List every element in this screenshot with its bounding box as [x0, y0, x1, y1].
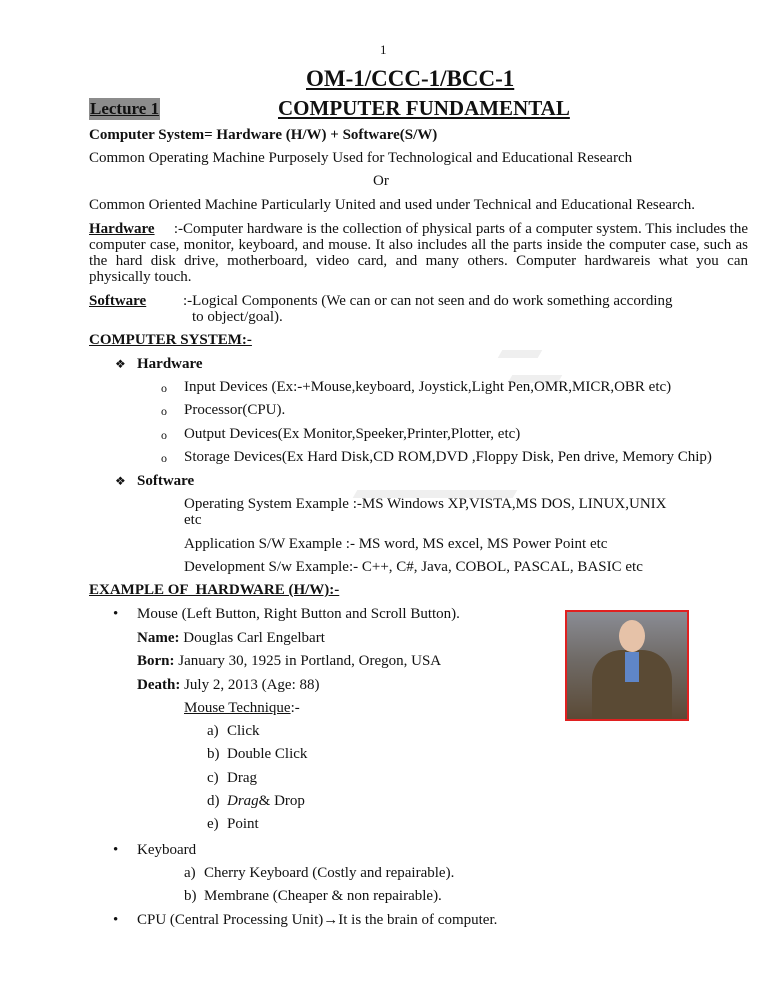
software-item: Application S/W Example :- MS word, MS excel, MS Power Point etc [184, 536, 608, 552]
list-marker: a) [184, 865, 196, 881]
keyboard-type-text: Cherry Keyboard (Costly and repairable). [204, 865, 455, 881]
dot-bullet-icon: • [113, 912, 119, 928]
keyboard-type [184, 864, 454, 882]
hardware-item: Input Devices (Ex:-+Mouse,keyboard, Joystick,Light Pen,OMR,MICR,OBR etc) [184, 379, 672, 395]
examples-heading: EXAMPLE OF HARDWARE (H/W):- [89, 582, 340, 598]
software-text-1: :-Logical Components (We can or can not seen and do work something according [183, 293, 673, 309]
keyboard-type-text: Membrane (Cheaper & non repairable). [204, 888, 442, 904]
name-label: Name: [137, 630, 180, 646]
technique-text: Point [227, 816, 259, 832]
watermark [498, 350, 543, 358]
keyboard-item: Keyboard [137, 842, 197, 858]
technique-item [207, 769, 257, 787]
cpu-item: CPU (Central Processing Unit)→It is the brain of computer. [137, 912, 498, 928]
circle-bullet-icon: o [161, 381, 167, 395]
death-line [137, 676, 319, 694]
hardware-label: Hardware [137, 356, 203, 372]
software-item: etc [184, 512, 202, 528]
engelbart-photo [565, 610, 689, 721]
technique-text: Drag [227, 770, 257, 786]
software-item: Development S/w Example:- C++, C#, Java, COBOL, PASCAL, BASIC etc [184, 559, 643, 575]
circle-bullet-icon: o [161, 404, 167, 418]
technique-text: Drag [227, 793, 259, 809]
lecture-label: Lecture 1 [90, 99, 160, 118]
technique-item [207, 745, 307, 763]
acronym-1: Common Operating Machine Purposely Used for Technological and Educational Research [89, 150, 633, 166]
name-value: Douglas Carl Engelbart [183, 630, 325, 646]
subtitle: COMPUTER FUNDAMENTAL [278, 96, 570, 120]
acronym-2: Common Oriented Machine Particularly United and used under Technical and Educational Research. [89, 197, 695, 213]
circle-bullet-icon: o [161, 428, 167, 442]
death-value: July 2, 2013 (Age: 88) [184, 677, 320, 693]
hardware-term: Hardware [89, 221, 155, 237]
diamond-bullet-icon: ❖ [115, 474, 126, 488]
hardware-item: Processor(CPU). [184, 402, 286, 418]
born-value: January 30, 1925 in Portland, Oregon, USA [178, 653, 442, 669]
keyboard-type [184, 887, 442, 905]
circle-bullet-icon: o [161, 451, 167, 465]
dot-bullet-icon: • [113, 842, 119, 858]
technique-item [207, 792, 305, 810]
equation: Computer System= Hardware (H/W) + Software(S/W) [89, 127, 438, 143]
list-marker: a) [207, 723, 219, 739]
technique-heading [184, 699, 300, 717]
technique-text: Double Click [227, 746, 308, 762]
hardware-text: :-Computer hardware is the collection of physical parts of a computer system. This includes the computer case, monitor, keyboard, and mouse. It also includes all the parts inside the computer case, such as the hard disk drive, motherboard, video card, and many others. Computer hardwareis what you can physically touch. [89, 221, 749, 285]
diamond-bullet-icon: ❖ [115, 357, 126, 371]
software-item: Operating System Example :-MS Windows XP,VISTA,MS DOS, LINUX,UNIX [184, 496, 667, 512]
or-text: Or [373, 173, 389, 189]
born-label: Born: [137, 653, 175, 669]
death-label: Death: [137, 677, 181, 693]
hardware-item: Storage Devices(Ex Hard Disk,CD ROM,DVD ,Floppy Disk, Pen drive, Memory Chip) [184, 449, 712, 465]
technique-text: & Drop [258, 793, 305, 809]
list-marker: b) [184, 888, 197, 904]
name-line [137, 629, 325, 647]
born-line [137, 652, 441, 670]
hardware-item: Output Devices(Ex Monitor,Speeker,Printer,Plotter, etc) [184, 426, 521, 442]
software-term: Software [89, 293, 147, 309]
list-marker: c) [207, 770, 219, 786]
mouse-item: Mouse (Left Button, Right Button and Scroll Button). [137, 606, 460, 622]
software-label: Software [137, 473, 195, 489]
technique-label: Mouse Technique [184, 700, 291, 716]
technique-item [207, 815, 259, 833]
software-text-2: to object/goal). [192, 309, 283, 325]
list-marker: e) [207, 816, 219, 832]
hardware-definition [89, 221, 748, 285]
page-number: 1 [380, 42, 387, 57]
list-marker: d) [207, 793, 220, 809]
computer-system-heading: COMPUTER SYSTEM:- [89, 332, 252, 348]
technique-item [207, 722, 260, 740]
technique-suffix: :- [290, 700, 300, 716]
dot-bullet-icon: • [113, 606, 119, 622]
page-title: OM-1/CCC-1/BCC-1 [306, 66, 515, 91]
technique-text: Click [227, 723, 260, 739]
list-marker: b) [207, 746, 220, 762]
